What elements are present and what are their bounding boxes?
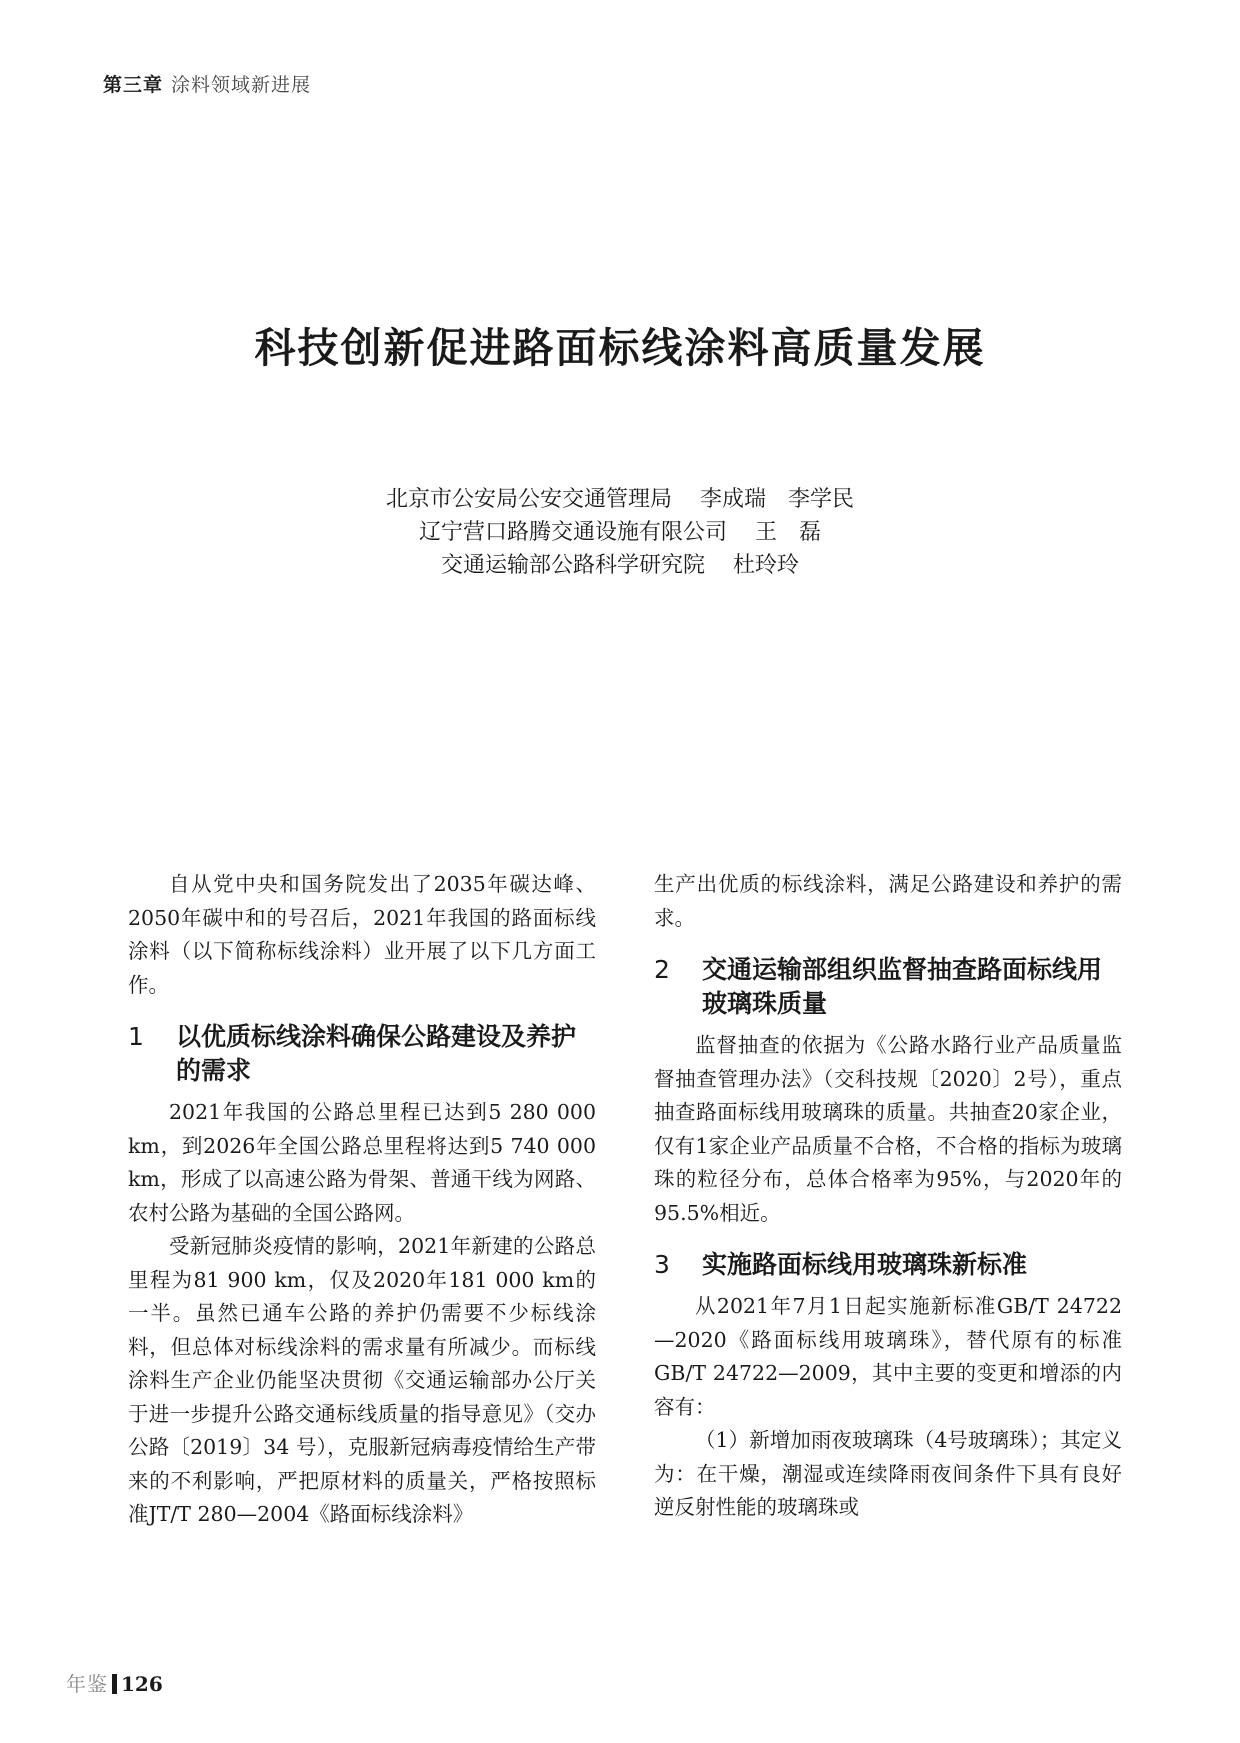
author-org: 交通运输部公路科学研究院 — [440, 553, 705, 578]
article-title: 科技创新促进路面标线涂料高质量发展 — [254, 324, 986, 372]
section-title: 实施路面标线用玻璃珠新标准 — [702, 1250, 1028, 1279]
author-names: 王 磊 — [755, 520, 822, 545]
section-label: 涂料领域新进展 — [171, 74, 312, 96]
section-number: 3 — [654, 1250, 670, 1279]
footer-divider — [112, 1674, 117, 1694]
section-number: 2 — [654, 955, 670, 984]
body-paragraph: （1）新增加雨夜玻璃珠（4号玻璃珠）；其定义为：在干燥，潮湿或连续降雨夜间条件下具有良好逆反射性能的玻璃珠或 — [654, 1428, 1122, 1519]
running-head — [103, 70, 311, 97]
author-names: 杜玲玲 — [733, 553, 800, 578]
author-org: 辽宁营口路腾交通设施有限公司 — [418, 520, 727, 545]
section-1-heading — [128, 1020, 596, 1088]
yearbook-label: 年鉴 — [66, 1672, 108, 1696]
left-column — [128, 868, 596, 1532]
section-title: 以优质标线涂料确保公路建设及养护的需求 — [176, 1022, 577, 1085]
page-footer — [66, 1668, 163, 1697]
author-line — [0, 549, 1240, 582]
right-column — [654, 868, 1122, 1525]
section-number: 1 — [128, 1022, 144, 1051]
page-number: 126 — [121, 1672, 163, 1696]
author-line — [0, 483, 1240, 516]
section-3-heading — [654, 1248, 1122, 1282]
author-line — [0, 516, 1240, 549]
section-2-heading — [654, 953, 1122, 1021]
intro-paragraph: 自从党中央和国务院发出了2035年碳达峰、2050年碳中和的号召后，2021年我国的路面标线涂料（以下简称标线涂料）业开展了以下几方面工作。 — [128, 872, 596, 997]
body-paragraph: 从2021年7月1日起实施新标准GB/T 24722—2020《路面标线用玻璃珠》，替代原有的标准GB/T 24722—2009，其中主要的变更和增添的内容有： — [654, 1294, 1122, 1419]
section-title: 交通运输部组织监督抽查路面标线用玻璃珠质量 — [702, 955, 1103, 1018]
chapter-label: 第三章 — [103, 74, 164, 96]
author-names: 李成瑞 李学民 — [700, 487, 855, 512]
body-paragraph: 受新冠肺炎疫情的影响，2021年新建的公路总里程为81 900 km，仅及2020年181 000 km的一半。虽然已通车公路的养护仍需要不少标线涂料，但总体对标线涂料的需求量有所减少。而标线涂料生产企业仍能坚决贯彻《交通运输部办公厅关于进一步提升公路交通标线质量的指导意见》（交办公路〔2019〕34 号），克服新冠病毒疫情给生产带来的不利影响，严把原材料的质量关，严格按照标准JT/T 280—2004《路面标线涂料》 — [128, 1234, 596, 1526]
body-paragraph-continued: 生产出优质的标线涂料，满足公路建设和养护的需求。 — [654, 872, 1122, 930]
body-paragraph: 2021年我国的公路总里程已达到5 280 000 km，到2026年全国公路总里程将达到5 740 000 km，形成了以高速公路为骨架、普通干线为网路、农村公路为基础的全国公路网。 — [128, 1100, 596, 1225]
body-paragraph: 监督抽查的依据为《公路水路行业产品质量监督抽查管理办法》（交科技规〔2020〕2号），重点抽查路面标线用玻璃珠的质量。共抽查20家企业，仅有1家企业产品质量不合格，不合格的指标为玻璃珠的粒径分布，总体合格率为95%，与2020年的95.5%相近。 — [654, 1033, 1122, 1225]
author-org: 北京市公安局公安交通管理局 — [385, 487, 672, 512]
author-block — [0, 483, 1240, 582]
